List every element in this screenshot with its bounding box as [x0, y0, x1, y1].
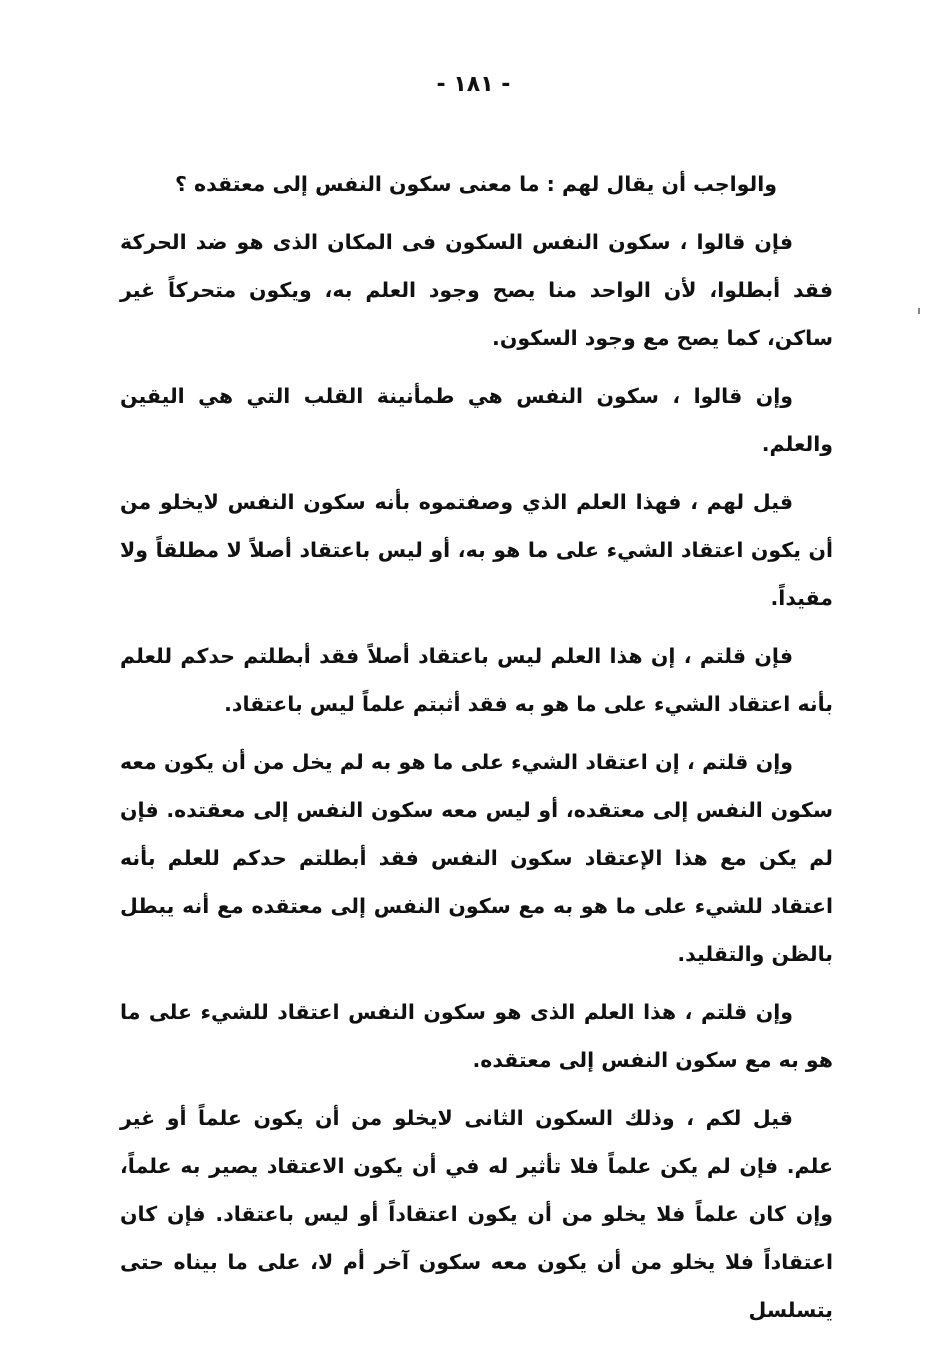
body-text — [120, 160, 833, 1344]
paragraph-lead: وإن قالوا ، — [672, 384, 793, 408]
paragraph — [120, 218, 833, 362]
paragraph — [120, 738, 833, 978]
paragraph-lead: فإن قلتم ، — [683, 644, 793, 668]
paragraph-text: سكون النفس السكون فى المكان الذى هو ضد الحركة فقد أبطلوا، لأن الواحد منا يصح وجود العلم به، ويكون متحركاً غير ساكن، كما يصح مع وجود السكون. — [120, 230, 833, 350]
paragraph-lead: وإن قلتم ، — [684, 1000, 793, 1024]
paragraph-lead: فإن قالوا ، — [679, 230, 793, 254]
paragraph-lead: قيل لهم ، — [690, 490, 793, 514]
paragraph-text: سكون النفس هي طمأنينة القلب التي هي اليقين والعلم. — [120, 384, 833, 456]
paragraph-text: إن اعتقاد الشيء على ما هو به لم يخل من أن يكون معه سكون النفس إلى معتقده، أو ليس معه سكون النفس إلى معقتده. فإن لم يكن مع هذا الإعتقاد سكون النفس فقد أبطلتم حدكم للعلم بأنه اعتقاد للشيء على ما هو به مع سكون النفس إلى معتقده مع أنه يبطل بالظن والتقليد. — [120, 750, 833, 966]
paragraph-text: إن هذا العلم ليس باعتقاد أصلاً فقد أبطلتم حدكم للعلم بأنه اعتقاد الشيء على ما هو به فقد أثبتم علماً ليس باعتقاد. — [120, 644, 833, 716]
paragraph-lead: قيل لكم ، — [686, 1106, 793, 1130]
paragraph-text: هذا العلم الذى هو سكون النفس اعتقاد للشيء على ما هو به مع سكون النفس إلى معتقده. — [120, 1000, 833, 1072]
page-number: - ١٨١ - — [436, 72, 511, 97]
paragraph — [120, 988, 833, 1084]
paragraph-text: وذلك السكون الثانى لايخلو من أن يكون علماً أو غير علم. فإن لم يكن علماً فلا تأثير له في أن يكون الاعتقاد يصير به علماً، وإن كان علماً فلا يخلو من أن يكون اعتقاداً أو ليس باعتقاد. فإن كان اعتقاداً فلا يخلو من أن يكون معه سكون آخر أم لا، على ما بيناه حتى يتسلسل — [120, 1106, 833, 1322]
paragraph — [120, 372, 833, 468]
paragraph-text: فهذا العلم الذي وصفتموه بأنه سكون النفس لايخلو من أن يكون اعتقاد الشيء على ما هو به، أو ليس باعتقاد أصلاً لا مطلقاً ولا مقيداً. — [120, 490, 833, 610]
paragraph — [120, 1094, 833, 1334]
scan-mark — [918, 308, 920, 314]
paragraph-lead: وإن قلتم ، — [686, 750, 793, 774]
paragraph — [120, 160, 833, 208]
paragraph — [120, 478, 833, 622]
paragraph-text: والواجب أن يقال لهم : ما معنى سكون النفس إلى معتقده ؟ — [175, 172, 777, 196]
paragraph — [120, 632, 833, 728]
